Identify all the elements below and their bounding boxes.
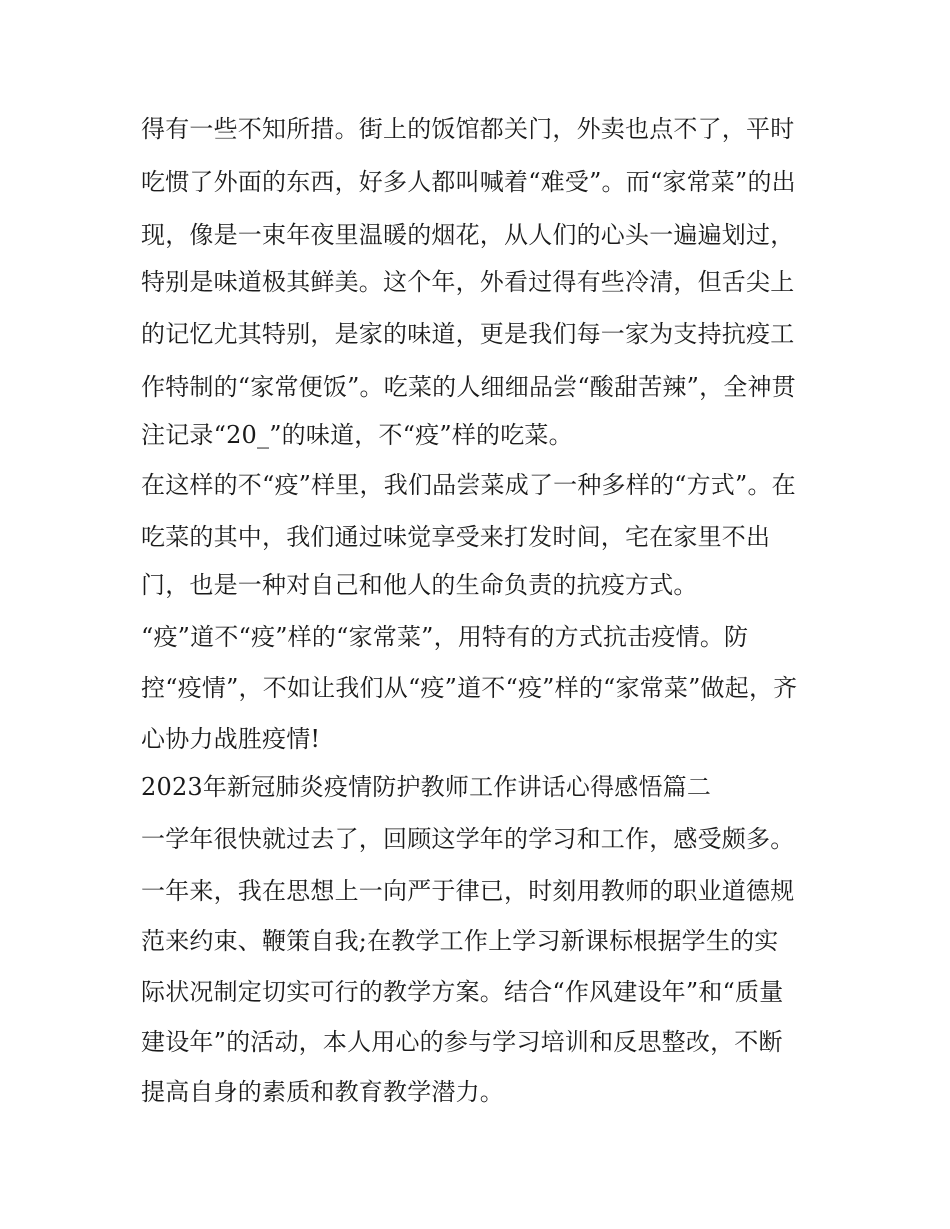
text-line: “疫”道不“疫”样的“家常菜”，用特有的方式抗击疫情。防 (141, 623, 749, 651)
text-line: 的记忆尤其特别，是家的味道，更是我们每一家为支持抗疫工 (141, 320, 795, 348)
text-line: 门，也是一种对自己和他人的生命负责的抗疫方式。 (141, 571, 698, 599)
text-line: 一学年很快就过去了，回顾这学年的学习和工作，感受颇多。 (141, 825, 795, 853)
section-heading: 2023年新冠肺炎疫情防护教师工作讲话心得感悟篇二 (141, 773, 712, 801)
text-line: 一年来，我在思想上一向严于律已，时刻用教师的职业道德规 (141, 877, 795, 905)
text-line: 吃菜的其中，我们通过味觉享受来打发时间，宅在家里不出 (141, 523, 771, 551)
text-line: 际状况制定切实可行的教学方案。结合“作风建设年”和“质量 (141, 978, 784, 1006)
text-line: 提高自身的素质和教育教学潜力。 (141, 1078, 504, 1106)
text-line: 在这样的不“疫”样里，我们品尝菜成了一种多样的“方式”。在 (141, 471, 796, 499)
text-line: 注记录“20_”的味道，不“疫”样的吃菜。 (141, 421, 573, 449)
text-line: 特别是味道极其鲜美。这个年，外看过得有些冷清，但舌尖上 (141, 268, 795, 296)
text-line: 吃惯了外面的东西，好多人都叫喊着“难受”。而“家常菜”的出 (141, 168, 796, 196)
text-line: 现，像是一束年夜里温暖的烟花，从人们的心头一遍遍划过， (141, 221, 795, 249)
text-line: 作特制的“家常便饭”。吃菜的人细细品尝“酸甜苦辣”，全神贯 (141, 373, 796, 401)
text-line: 范来约束、鞭策自我;在教学工作上学习新课标根据学生的实 (141, 927, 779, 955)
text-line: 心协力战胜疫情! (141, 725, 321, 753)
text-line: 建设年”的活动，本人用心的参与学习培训和反思整改，不断 (141, 1028, 783, 1056)
text-line: 得有一些不知所措。街上的饭馆都关门，外卖也点不了，平时 (141, 115, 795, 143)
text-line: 控“疫情”，不如让我们从“疫”道不“疫”样的“家常菜”做起，齐 (141, 674, 798, 702)
